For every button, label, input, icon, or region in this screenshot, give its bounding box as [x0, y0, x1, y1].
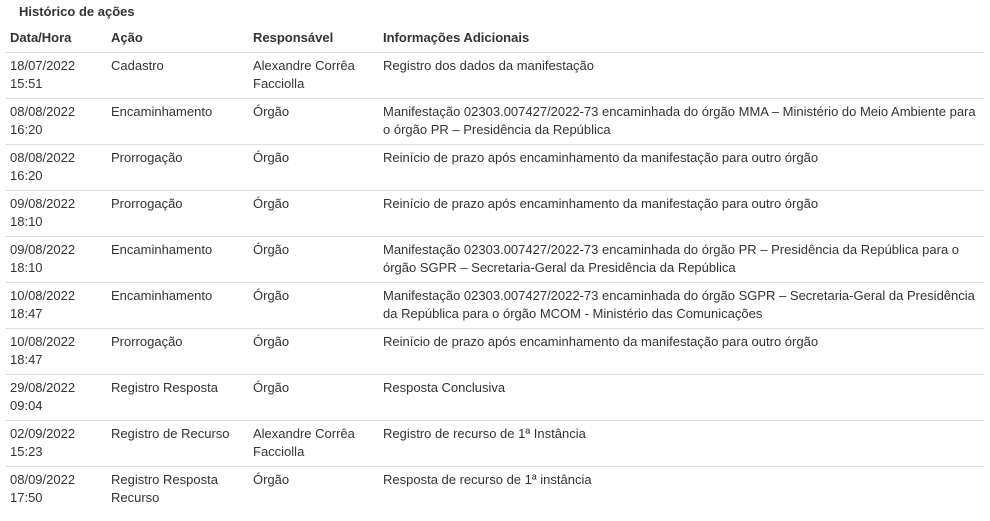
table-row — [6, 467, 984, 513]
date-time-cell — [6, 191, 107, 237]
action-text: Encaminhamento — [111, 242, 213, 257]
responsible-cell — [249, 237, 379, 283]
column-header-responsible: Responsável — [249, 27, 379, 53]
responsible-text: Órgão — [253, 472, 290, 487]
responsible-cell — [249, 467, 379, 513]
action-text: Prorrogação — [111, 196, 183, 211]
action-text: Encaminhamento — [111, 288, 213, 303]
info-text: Resposta Conclusiva — [383, 380, 506, 395]
info-cell — [379, 99, 984, 145]
time-text: 18:10 — [10, 214, 43, 229]
date-text: 18/07/2022 — [10, 58, 76, 73]
action-history-table — [6, 27, 984, 512]
responsible-text: Órgão — [253, 150, 290, 165]
date-text: 10/08/2022 — [10, 288, 76, 303]
responsible-text: Órgão — [253, 242, 290, 257]
responsible-cell — [249, 191, 379, 237]
action-text: Registro de Recurso — [111, 426, 230, 441]
table-row — [6, 53, 984, 99]
table-row — [6, 283, 984, 329]
info-text: Manifestação 02303.007427/2022-73 encaminhada do órgão PR – Presidência da República para o órgão SGPR – Secretaria-Geral da Presidência da República — [383, 242, 960, 275]
time-text: 18:47 — [10, 306, 43, 321]
date-text: 08/09/2022 — [10, 472, 76, 487]
column-header-action: Ação — [107, 27, 249, 53]
action-cell — [107, 53, 249, 99]
info-cell — [379, 145, 984, 191]
responsible-text: Órgão — [253, 288, 290, 303]
action-cell — [107, 375, 249, 421]
table-row — [6, 375, 984, 421]
action-cell — [107, 467, 249, 513]
responsible-cell — [249, 283, 379, 329]
responsible-text: Alexandre Corrêa Facciolla — [253, 58, 355, 91]
table-row — [6, 191, 984, 237]
info-text: Reinício de prazo após encaminhamento da manifestação para outro órgão — [383, 334, 819, 349]
info-text: Manifestação 02303.007427/2022-73 encaminhada do órgão SGPR – Secretaria-Geral da Presidência da República para o órgão MCOM - Ministério das Comunicações — [383, 288, 975, 321]
time-text: 15:51 — [10, 76, 43, 91]
action-cell — [107, 329, 249, 375]
info-cell — [379, 375, 984, 421]
info-text: Resposta de recurso de 1ª instância — [383, 472, 592, 487]
responsible-cell — [249, 99, 379, 145]
info-cell — [379, 329, 984, 375]
date-text: 08/08/2022 — [10, 150, 76, 165]
info-text: Manifestação 02303.007427/2022-73 encaminhada do órgão MMA – Ministério do Meio Ambiente para o órgão PR – Presidência da República — [383, 104, 976, 137]
date-time-cell — [6, 375, 107, 421]
action-text: Cadastro — [111, 58, 164, 73]
table-row — [6, 99, 984, 145]
table-body — [6, 53, 984, 513]
responsible-cell — [249, 329, 379, 375]
responsible-text: Alexandre Corrêa Facciolla — [253, 426, 355, 459]
date-time-cell — [6, 237, 107, 283]
action-cell — [107, 191, 249, 237]
date-time-cell — [6, 329, 107, 375]
column-header-info: Informações Adicionais — [379, 27, 984, 53]
responsible-text: Órgão — [253, 334, 290, 349]
action-text: Prorrogação — [111, 150, 183, 165]
info-cell — [379, 467, 984, 513]
info-cell — [379, 53, 984, 99]
date-text: 09/08/2022 — [10, 196, 76, 211]
date-time-cell — [6, 145, 107, 191]
info-text: Reinício de prazo após encaminhamento da manifestação para outro órgão — [383, 150, 819, 165]
info-text: Registro dos dados da manifestação — [383, 58, 595, 73]
responsible-cell — [249, 53, 379, 99]
info-text: Reinício de prazo após encaminhamento da manifestação para outro órgão — [383, 196, 819, 211]
action-text: Prorrogação — [111, 334, 183, 349]
responsible-cell — [249, 145, 379, 191]
responsible-cell — [249, 375, 379, 421]
info-text: Registro de recurso de 1ª Instância — [383, 426, 586, 441]
table-row — [6, 145, 984, 191]
time-text: 17:50 — [10, 490, 43, 505]
date-text: 02/09/2022 — [10, 426, 76, 441]
table-header-row — [6, 27, 984, 53]
column-header-date: Data/Hora — [6, 27, 107, 53]
time-text: 18:10 — [10, 260, 43, 275]
date-time-cell — [6, 421, 107, 467]
action-text: Encaminhamento — [111, 104, 213, 119]
time-text: 15:23 — [10, 444, 43, 459]
info-cell — [379, 237, 984, 283]
time-text: 16:20 — [10, 122, 43, 137]
responsible-text: Órgão — [253, 196, 290, 211]
action-cell — [107, 145, 249, 191]
date-time-cell — [6, 283, 107, 329]
responsible-text: Órgão — [253, 380, 290, 395]
table-row — [6, 329, 984, 375]
date-text: 08/08/2022 — [10, 104, 76, 119]
date-text: 10/08/2022 — [10, 334, 76, 349]
date-time-cell — [6, 53, 107, 99]
info-cell — [379, 421, 984, 467]
time-text: 09:04 — [10, 398, 43, 413]
action-cell — [107, 421, 249, 467]
date-text: 09/08/2022 — [10, 242, 76, 257]
action-cell — [107, 237, 249, 283]
table-row — [6, 237, 984, 283]
info-cell — [379, 191, 984, 237]
date-time-cell — [6, 99, 107, 145]
info-cell — [379, 283, 984, 329]
action-cell — [107, 283, 249, 329]
section-title: Histórico de ações — [19, 4, 135, 19]
table-row — [6, 421, 984, 467]
date-text: 29/08/2022 — [10, 380, 76, 395]
responsible-text: Órgão — [253, 104, 290, 119]
time-text: 16:20 — [10, 168, 43, 183]
action-text: Registro Resposta — [111, 380, 218, 395]
action-cell — [107, 99, 249, 145]
date-time-cell — [6, 467, 107, 513]
responsible-cell — [249, 421, 379, 467]
time-text: 18:47 — [10, 352, 43, 367]
action-text: Registro Resposta Recurso — [111, 472, 218, 505]
